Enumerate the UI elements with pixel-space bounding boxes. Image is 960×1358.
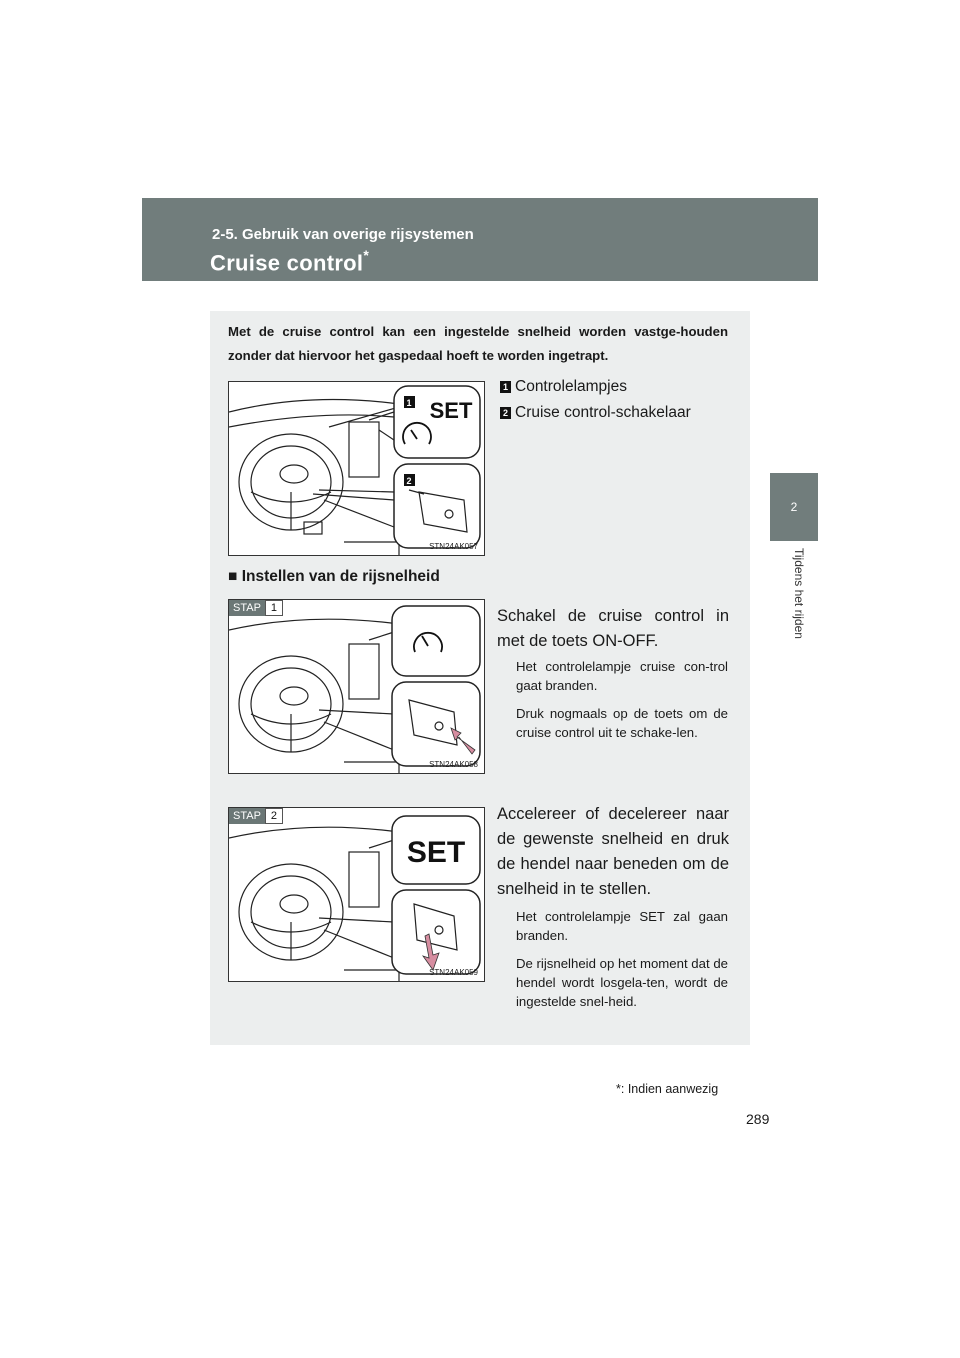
svg-text:2: 2 (406, 476, 412, 486)
legend-item-1 (500, 378, 627, 396)
footnote-mark: * (616, 1082, 621, 1096)
stap-badge-1 (229, 600, 283, 616)
stap-number: 2 (265, 808, 283, 824)
step-1-text: Schakel de cruise control in met de toets ON-OFF. (497, 607, 729, 650)
chapter-label: Tijdens het rijden (792, 548, 806, 639)
legend-label-1: Controlelampjes (515, 378, 627, 395)
step-1-note-1: Het controlelampje cruise con-trol gaat branden. (516, 659, 728, 693)
figure-code: STN24AK058 (429, 760, 478, 769)
stap-number: 1 (265, 600, 283, 616)
chapter-number: 2 (790, 500, 798, 514)
intro-text: Met de cruise control kan een ingestelde snelheid worden vastge-houden zonder dat hiervoor het gaspedaal hoeft te worden ingetrapt. (228, 324, 728, 363)
svg-text:1: 1 (406, 398, 412, 408)
step-1-illustration (229, 600, 485, 774)
figure-step-2 (228, 807, 485, 982)
title-asterisk: * (363, 247, 370, 263)
set-indicator-text: SET (429, 398, 473, 423)
legend-number-2: 2 (500, 407, 511, 419)
footnote-text: : Indien aanwezig (620, 1082, 719, 1096)
stap-label: STAP (229, 600, 265, 616)
figure-step-1 (228, 599, 485, 774)
page-title (210, 249, 369, 276)
footnote (616, 1082, 718, 1096)
step-2-note-2: De rijsnelheid op het moment dat de hendel wordt losgela-ten, wordt de ingestelde snel-heid. (516, 956, 728, 1009)
stap-badge-2 (229, 808, 283, 824)
step-2-note-1: Het controlelampje SET zal gaan branden. (516, 909, 728, 943)
set-indicator-text: SET (406, 836, 466, 869)
page-title-text: Cruise control (210, 250, 364, 276)
section-label: 2-5. Gebruik van overige rijsystemen (212, 226, 474, 243)
step-1-note-2: Druk nogmaals op de toets om de cruise control uit te schake-len. (516, 706, 728, 740)
legend-item-2 (500, 404, 691, 422)
figure-code: STN24AK059 (429, 968, 478, 977)
page-number: 289 (746, 1111, 770, 1127)
legend-label-2: Cruise control-schakelaar (515, 404, 691, 421)
subheading-bullet: ■ (228, 568, 238, 585)
step-2-text: Accelereer of decelereer naar de gewenste snelheid en druk de hendel naar beneden om de snelheid in te stellen. (497, 805, 729, 898)
chapter-tab[interactable] (770, 473, 818, 541)
step-2-illustration (229, 808, 485, 982)
dashboard-illustration (229, 382, 485, 556)
stap-label: STAP (229, 808, 265, 824)
figure-code: STN24AK057 (429, 542, 478, 551)
subheading (228, 568, 440, 586)
figure-overview (228, 381, 485, 556)
subheading-text: Instellen van de rijsnelheid (241, 568, 440, 585)
legend-number-1: 1 (500, 381, 511, 393)
